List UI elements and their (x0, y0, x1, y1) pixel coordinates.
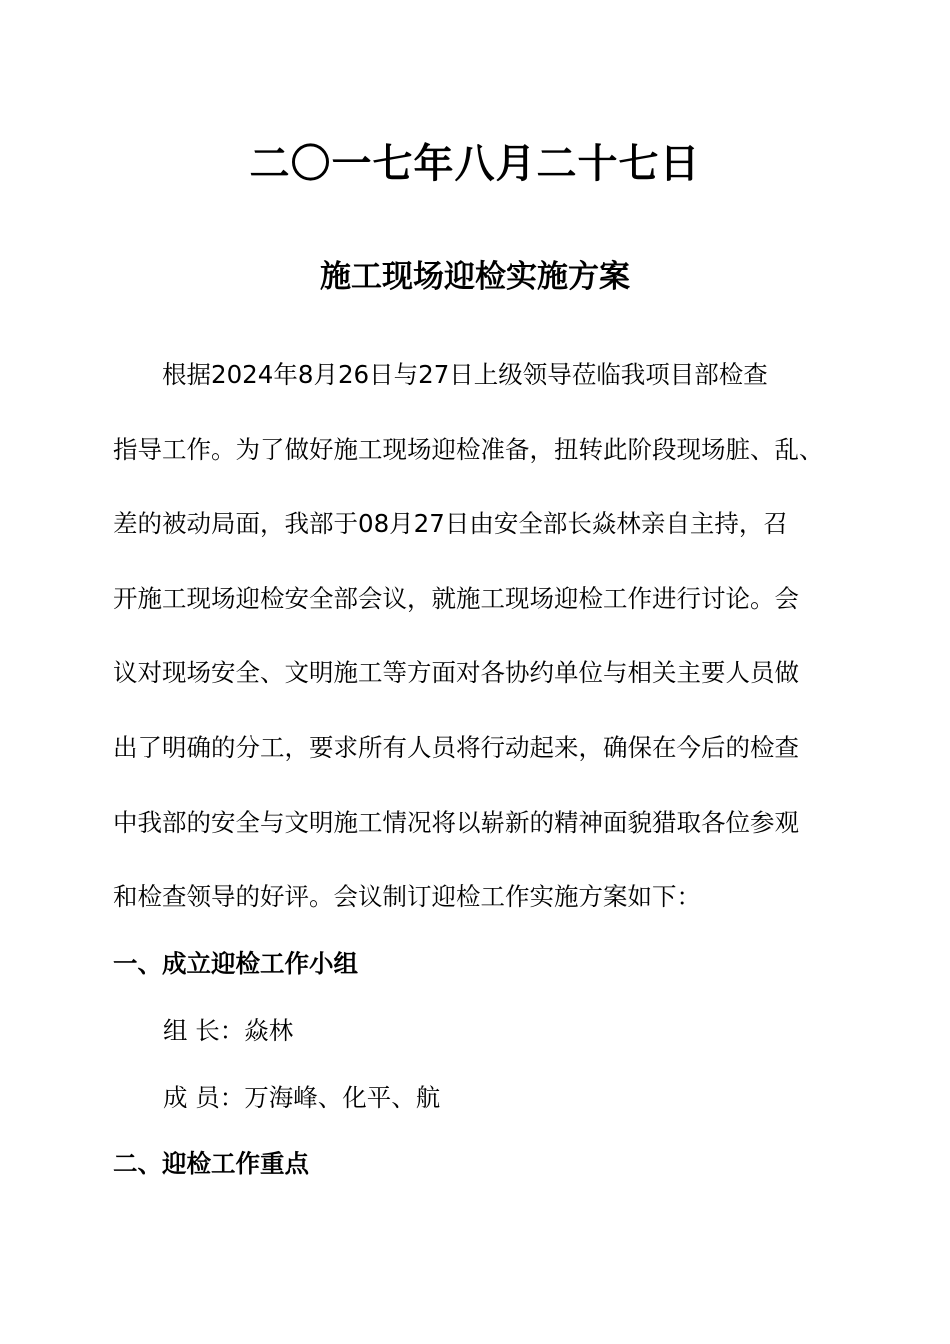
date-title: 二〇一七年八月二十七日 (249, 141, 701, 187)
document-title: 施工现场迎检实施方案 (320, 259, 630, 295)
intro-line: 和检查领导的好评。会议制订迎检工作实施方案如下： (113, 882, 701, 911)
intro-line: 开施工现场迎检安全部会议，就施工现场迎检工作进行讨论。会 (113, 584, 799, 613)
intro-line: 中我部的安全与文明施工情况将以崭新的精神面貌猎取各位参观 (113, 808, 799, 837)
intro-line: 指导工作。为了做好施工现场迎检准备，扭转此阶段现场脏、乱、 (113, 435, 824, 464)
team-members-row: 成 员：万海峰、化平、航 (163, 1083, 441, 1112)
team-leader-row: 组 长：焱林 (163, 1016, 294, 1045)
intro-line: 出了明确的分工，要求所有人员将行动起来，确保在今后的检查 (113, 733, 799, 762)
section-heading-team: 一、成立迎检工作小组 (113, 949, 358, 978)
intro-line: 议对现场安全、文明施工等方面对各协约单位与相关主要人员做 (113, 658, 799, 687)
intro-line: 差的被动局面，我部于08月27日由安全部长焱林亲自主持，召 (113, 509, 788, 538)
section-heading-focus: 二、迎检工作重点 (113, 1149, 309, 1178)
intro-line: 根据2024年8月26日与27日上级领导莅临我项目部检查 (113, 360, 768, 389)
